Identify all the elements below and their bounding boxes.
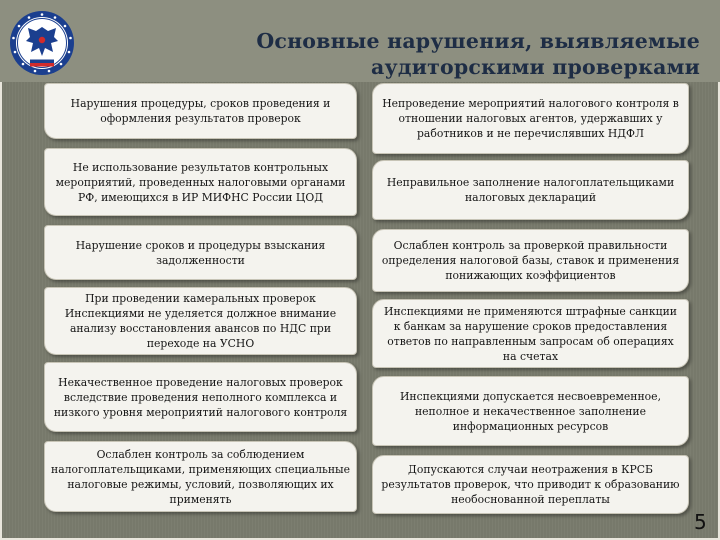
left-violation-item-6: Ослаблен контроль за соблюдением налогоплательщиками, применяющих специальные налоговые режимы, условий, позволяющих их применять: [44, 441, 357, 512]
right-violation-item-2: Неправильное заполнение налогоплательщиками налоговых деклараций: [372, 160, 689, 220]
right-violation-item-5: Инспекциями допускается несвоевременное, неполное и некачественное заполнение информационных ресурсов: [372, 376, 689, 446]
right-violation-item-3: Ослаблен контроль за проверкой правильности определения налоговой базы, ставок и применения понижающих коэффициентов: [372, 229, 689, 292]
slide-header: [0, 0, 720, 82]
right-violation-item-6: Допускаются случаи неотражения в КРСБ результатов проверок, что приводит к образованию необоснованной переплаты: [372, 455, 689, 514]
right-violation-item-4: Инспекциями не применяются штрафные санкции к банкам за нарушение сроков предоставления ответов по направленным запросам об операциях на счетах: [372, 299, 689, 368]
left-violation-item-2: Не использование результатов контрольных мероприятий, проведенных налоговыми органами РФ, имеющихся в ИР МИФНС России ЦОД: [44, 148, 357, 216]
left-violation-item-3: Нарушение сроков и процедуры взыскания задолженности: [44, 225, 357, 280]
left-violation-item-5: Некачественное проведение налоговых проверок вследствие проведения неполного комплекса и низкого уровня мероприятий налогового контроля: [44, 362, 357, 432]
right-violation-item-1: Непроведение мероприятий налогового контроля в отношении налоговых агентов, удержавших у работников и не перечислявших НДФЛ: [372, 83, 689, 154]
left-violation-item-4: При проведении камеральных проверок Инспекциями не уделяется должное внимание анализу восстановления авансов по НДС при переходе на УСНО: [44, 287, 357, 355]
page-number: 5: [694, 510, 707, 534]
page-title: Основные нарушения, выявляемые аудиторскими проверками: [256, 29, 700, 79]
federal-tax-service-emblem-icon: [9, 10, 75, 76]
left-violation-item-1: Нарушения процедуры, сроков проведения и оформления результатов проверок: [44, 83, 357, 139]
